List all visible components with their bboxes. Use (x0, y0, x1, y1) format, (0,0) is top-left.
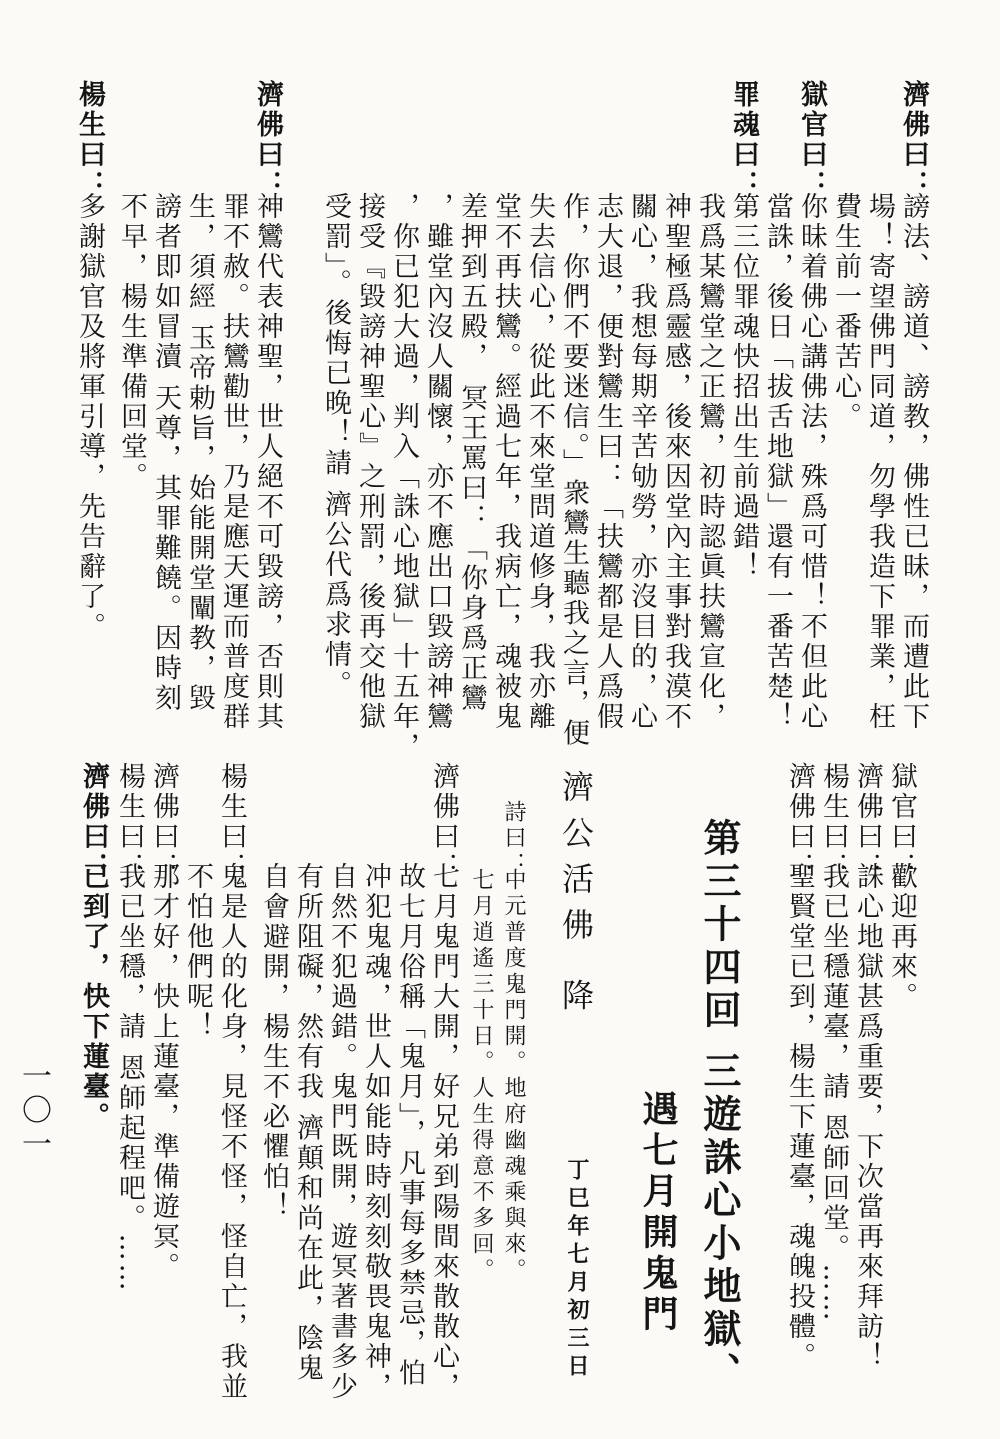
speaker-label: 濟佛曰： (428, 762, 459, 882)
text-line: 你昧着佛心講佛法，殊爲可惜！不但此心 (796, 192, 827, 732)
text-line: 堂不再扶鸞。經過七年，我病亡，魂被鬼 (490, 192, 521, 732)
speaker-label: 濟佛曰： (898, 80, 929, 200)
text-line: 罪不赦。扶鸞勸世，乃是應天運而普度群 (218, 192, 249, 732)
text-line: 費生前一番苦心。 (830, 192, 861, 432)
text-line: 有所阻礙，然有我 濟顛和尚在此，陰鬼 (292, 862, 323, 1384)
text-line: 那才好，快上蓮臺，準備遊冥。 (148, 862, 179, 1282)
speaker-label: 楊生曰： (114, 762, 145, 882)
text-line: 關心，我想每期辛苦劬勞，亦沒目的，心 (626, 192, 657, 732)
text-line: 接受『毀謗神聖心』之刑罰，後再交他獄 (354, 192, 385, 732)
text-line: 志大退，便對鸞生曰：「扶鸞都是人爲假 (592, 192, 623, 732)
text-line: 冲犯鬼魂，世人如能時時刻刻敬畏鬼神， (360, 862, 391, 1402)
poem-label: 詩曰： (501, 800, 526, 878)
text-line: 七月鬼門大開，好兄弟到陽間來散散心， (428, 862, 459, 1402)
speaker-label: 獄官曰： (886, 762, 917, 882)
text-line: 多謝獄官及將軍引導，先告辭了。 (74, 192, 105, 642)
text-line: 謗法、謗道、謗教，佛性已昧，而遭此下 (898, 192, 929, 732)
text-line: 場！寄望佛門同道，勿學我造下罪業，枉 (864, 192, 895, 732)
text-line: 聖賢堂已到，楊生下蓮臺，魂魄投體。 (784, 862, 815, 1372)
speaker-label: 楊生曰： (216, 762, 247, 882)
chapter-subtitle: 遇七月開鬼門 (637, 1090, 679, 1336)
text-line: 受罰」。後悔已晚！請 濟公代爲求情。 (320, 192, 351, 701)
text-line: 謗者即如冒瀆 天尊，其罪難饒。因時刻 (150, 192, 181, 714)
speaker-label: 楊生曰： (74, 80, 105, 200)
text-line: 故七月俗稱「鬼月」，凡事每多禁忌，怕 (394, 862, 425, 1389)
text-line: 誅心地獄甚爲重要，下次當再來拜訪！ (852, 862, 883, 1372)
text-line: 神聖極爲靈感，後來因堂內主事對我漠不 (660, 192, 691, 732)
text-line: 當誅，後日「拔舌地獄」還有一番苦楚！ (762, 192, 793, 732)
text-line: 生，須經 玉帝勅旨，始能開堂闡教，毀 (184, 192, 215, 714)
deity-descent: 濟公活佛 降 (557, 770, 595, 1025)
text-line: 自然不犯過錯。鬼門既開，遊冥著書多少 (326, 862, 357, 1402)
text-line: 歡迎再來。 (886, 862, 917, 1012)
speaker-label: 濟佛曰： (252, 80, 283, 200)
speaker-label: 獄官曰： (796, 80, 827, 200)
text-line: 第三位罪魂快招出生前過錯！ (728, 192, 759, 582)
text-line: 不怕他們呢！ (182, 862, 213, 1042)
chapter-title: 第三十四回 三遊誅心小地獄、 (697, 818, 742, 1396)
text-line: ，你已犯大過，判入「誅心地獄」十五年， (388, 192, 419, 762)
text-line: 作，你們不要迷信。」衆鸞生聽我之言，便 (558, 192, 589, 749)
text-line: 差押到五殿， 冥王罵曰：「你身爲正鸞 (456, 192, 487, 714)
text-line: 已到了，快下蓮臺。 (78, 862, 109, 1132)
text-line: 我爲某鸞堂之正鸞，初時認眞扶鸞宣化， (694, 192, 725, 732)
speaker-label: 濟佛曰： (852, 762, 883, 882)
text-line: 神鸞代表神聖，世人絕不可毀謗，否則其 (252, 192, 283, 732)
text-line: 鬼是人的化身，見怪不怪，怪自亡，我並 (216, 862, 247, 1402)
poem-line: 中元普度鬼門開。地府幽魂乘與來。 (501, 868, 526, 1284)
speaker-label: 濟佛曰： (78, 762, 109, 882)
text-line: 我已坐穩蓮臺，請 恩師回堂。…… (818, 862, 849, 1324)
text-line: 自會避開，楊生不必懼怕！ (258, 862, 289, 1222)
date-line: 丁巳年七月初三日 (564, 1158, 590, 1382)
page-number: 一〇一 (16, 1060, 51, 1162)
poem-line: 七月逍遙三十日。人生得意不多回。 (469, 868, 494, 1284)
text-line: 我已坐穩，請 恩師起程吧。…… (114, 862, 145, 1294)
speaker-label: 濟佛曰： (148, 762, 179, 882)
text-line: 失去信心，從此不來堂問道修身，我亦離 (524, 192, 555, 732)
speaker-label: 楊生曰： (818, 762, 849, 882)
speaker-label: 濟佛曰： (784, 762, 815, 882)
speaker-label: 罪魂曰： (728, 80, 759, 200)
text-line: 不早，楊生準備回堂。 (116, 192, 147, 492)
text-line: ，雖堂內沒人關懷，亦不應出口毀謗神鸞 (422, 192, 453, 732)
